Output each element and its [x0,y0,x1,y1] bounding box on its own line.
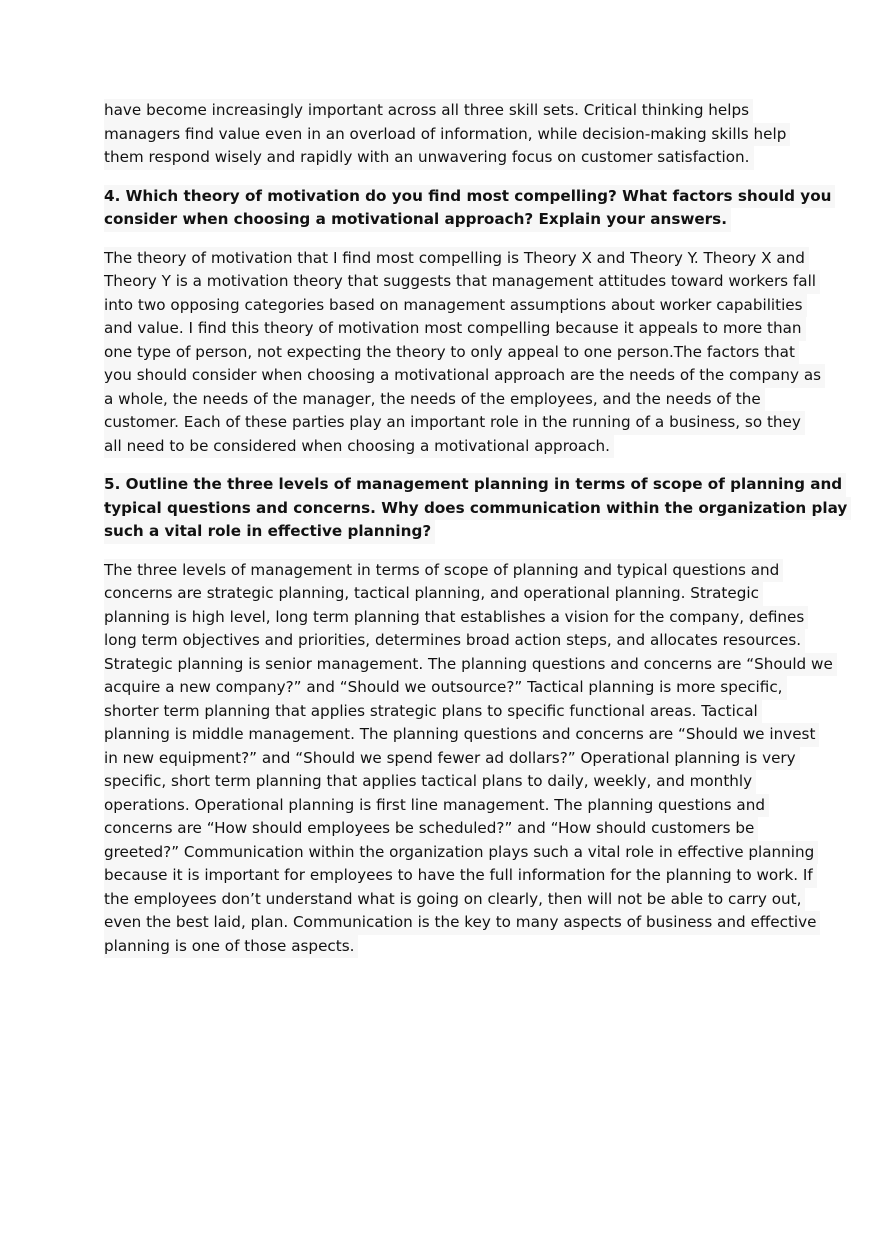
text-line: one type of person, not expecting the theory to only appeal to one person.The factors that [104,341,799,365]
heading-line: such a vital role in effective planning? [104,520,435,544]
text-line: Theory Y is a motivation theory that suggests that management attitudes toward workers fall [104,270,820,294]
heading-line: 4. Which theory of motivation do you find most compelling? What factors should you [104,185,835,209]
text-line: shorter term planning that applies strategic plans to specific functional areas. Tactical [104,700,762,724]
text-line: acquire a new company?” and “Should we outsource?” Tactical planning is more specific, [104,676,787,700]
text-line: planning is high level, long term planning that establishes a vision for the company, defines [104,606,808,630]
document-body [104,99,848,958]
text-line: greeted?” Communication within the organization plays such a vital role in effective planning [104,841,818,865]
answer-5-paragraph [104,559,833,959]
text-line: specific, short term planning that applies tactical plans to daily, weekly, and monthly [104,770,756,794]
heading-line: consider when choosing a motivational approach? Explain your answers. [104,208,731,232]
text-line: because it is important for employees to have the full information for the planning to work. If [104,864,817,888]
heading-line: 5. Outline the three levels of management planning in terms of scope of planning and [104,473,846,497]
heading-line: typical questions and concerns. Why does communication within the organization play [104,497,851,521]
text-line: long term objectives and priorities, determines broad action steps, and allocates resources. [104,629,805,653]
text-line: them respond wisely and rapidly with an unwavering focus on customer satisfaction. [104,146,754,170]
text-line: the employees don’t understand what is going on clearly, then will not be able to carry out, [104,888,805,912]
question-5-heading [104,473,848,544]
intro-paragraph [104,99,787,170]
text-line: The theory of motivation that I find most compelling is Theory X and Theory Y. Theory X and [104,247,809,271]
text-line: managers find value even in an overload of information, while decision-making skills help [104,123,790,147]
text-line: all need to be considered when choosing a motivational approach. [104,435,614,459]
answer-4-paragraph [104,247,822,459]
text-line: and value. I find this theory of motivation most compelling because it appeals to more than [104,317,806,341]
text-line: you should consider when choosing a motivational approach are the needs of the company as [104,364,825,388]
question-4-heading [104,185,832,232]
text-line: have become increasingly important across all three skill sets. Critical thinking helps [104,99,753,123]
text-line: even the best laid, plan. Communication is the key to many aspects of business and effective [104,911,820,935]
text-line: concerns are “How should employees be scheduled?” and “How should customers be [104,817,758,841]
text-line: in new equipment?” and “Should we spend fewer ad dollars?” Operational planning is very [104,747,800,771]
text-line: operations. Operational planning is first line management. The planning questions and [104,794,769,818]
text-line: concerns are strategic planning, tactical planning, and operational planning. Strategic [104,582,763,606]
text-line: customer. Each of these parties play an important role in the running of a business, so they [104,411,805,435]
text-line: The three levels of management in terms of scope of planning and typical questions and [104,559,783,583]
text-line: a whole, the needs of the manager, the needs of the employees, and the needs of the [104,388,765,412]
text-line: planning is one of those aspects. [104,935,358,959]
text-line: into two opposing categories based on management assumptions about worker capabilities [104,294,807,318]
text-line: Strategic planning is senior management. The planning questions and concerns are “Should we [104,653,837,677]
text-line: planning is middle management. The planning questions and concerns are “Should we invest [104,723,819,747]
